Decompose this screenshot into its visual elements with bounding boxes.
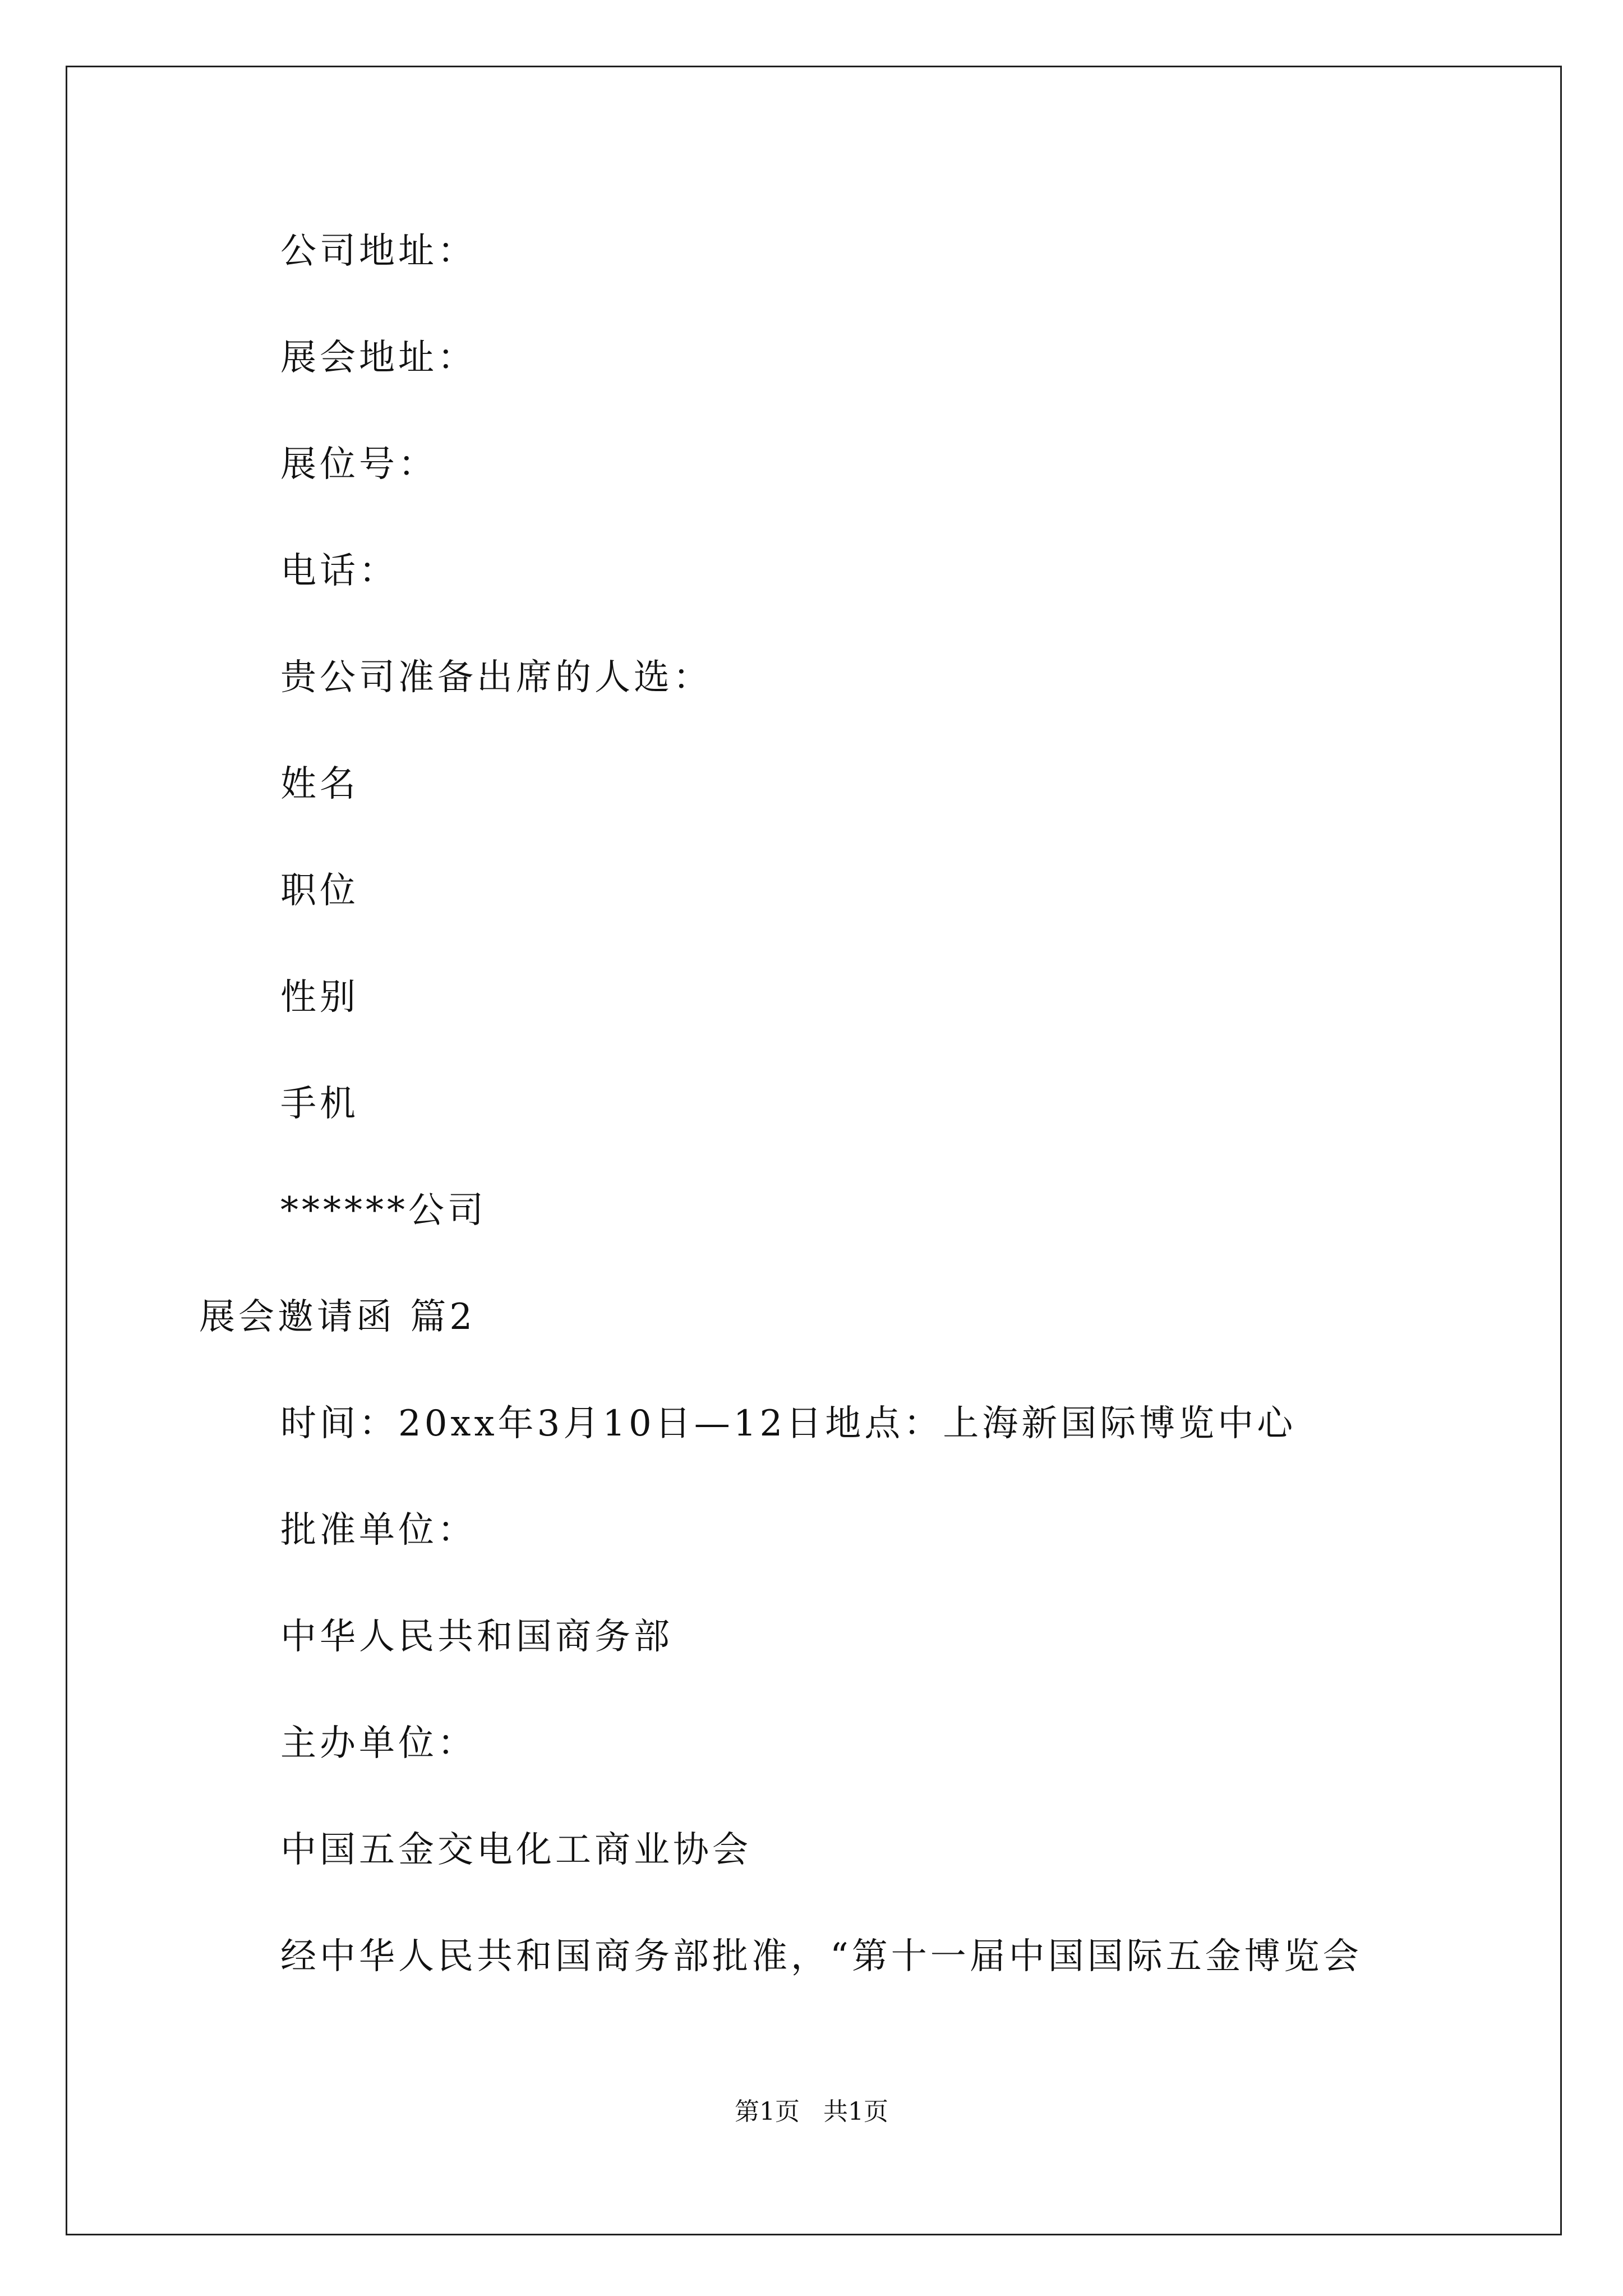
organizer-value: 中国五金交电化工商业协会 [280, 1829, 751, 1871]
position-label: 职位 [280, 870, 359, 912]
time-location-line: 时间：20xx年3月10日—12日地点：上海新国际博览中心 [280, 1403, 1297, 1444]
attendee-candidates-label: 贵公司准备出席的人选： [280, 657, 712, 698]
organizer-label: 主办单位： [280, 1723, 477, 1764]
exhibition-address-label: 展会地址： [280, 337, 477, 379]
mobile-label: 手机 [280, 1083, 359, 1125]
section-heading: 展会邀请函 篇2 [199, 1296, 476, 1338]
booth-number-label: 展位号： [280, 444, 437, 485]
page-border [66, 66, 1562, 2235]
approval-statement: 经中华人民共和国商务部批准，“第十一届中国国际五金博览会 [280, 1936, 1362, 1977]
company-signature: ******公司 [280, 1190, 487, 1231]
company-address-label: 公司地址： [280, 231, 477, 272]
name-label: 姓名 [280, 763, 359, 805]
gender-label: 性别 [280, 977, 359, 1018]
total-pages: 共1页 [823, 2097, 888, 2126]
approving-unit-label: 批准单位： [280, 1510, 477, 1551]
page-footer [0, 2095, 1623, 2129]
page-number: 第1页 [735, 2097, 800, 2126]
approving-unit-value: 中华人民共和国商务部 [280, 1616, 673, 1658]
phone-label: 电话： [280, 550, 398, 592]
